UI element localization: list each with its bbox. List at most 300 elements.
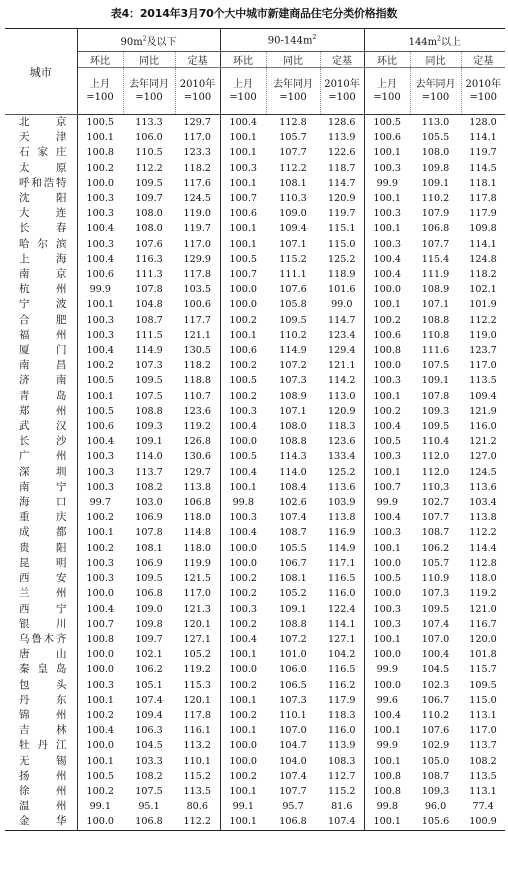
index-value: 107.1 xyxy=(279,238,307,250)
index-value: 108.7 xyxy=(279,527,307,539)
index-value: 99.9 xyxy=(364,662,410,677)
index-value: 100.0 xyxy=(364,556,410,571)
index-value: 109.0 xyxy=(279,208,307,220)
index-value: 100.4 xyxy=(220,115,266,131)
index-value: 109.8 xyxy=(135,618,163,630)
city-name: 无 锡 xyxy=(5,754,77,769)
index-value: 116.9 xyxy=(328,527,356,539)
index-value: 111.3 xyxy=(135,269,163,281)
index-value: 124.5 xyxy=(469,466,497,478)
index-value: 100.0 xyxy=(364,358,410,373)
index-value: 117.6 xyxy=(183,177,211,189)
table-row xyxy=(5,617,505,632)
index-value: 100.5 xyxy=(364,571,410,586)
index-value: 100.8 xyxy=(77,145,123,160)
table-row xyxy=(5,754,505,769)
index-value: 95.1 xyxy=(138,801,160,813)
city-name: 石家庄 xyxy=(5,145,77,160)
index-value: 110.5 xyxy=(135,147,163,159)
table-row xyxy=(5,267,505,282)
index-value: 100.8 xyxy=(77,632,123,647)
index-value: 116.0 xyxy=(328,725,356,737)
index-value: 107.6 xyxy=(135,238,163,250)
index-value: 100.1 xyxy=(220,647,266,662)
index-value: 112.2 xyxy=(183,816,211,828)
index-value: 100.1 xyxy=(220,784,266,799)
index-value: 105.5 xyxy=(421,132,450,144)
index-value: 100.0 xyxy=(220,541,266,556)
index-value: 107.2 xyxy=(279,360,307,372)
index-value: 107.5 xyxy=(421,360,450,372)
column-subheader: 环比 xyxy=(77,52,123,68)
index-value: 100.3 xyxy=(364,449,410,464)
index-value: 100.0 xyxy=(364,678,410,693)
index-value: 101.9 xyxy=(469,299,497,311)
index-value: 106.9 xyxy=(135,512,163,524)
index-value: 125.2 xyxy=(328,466,356,478)
city-name: 福 州 xyxy=(5,328,77,343)
table-row xyxy=(5,404,505,419)
index-value: 110.3 xyxy=(421,481,450,493)
index-value: 104.5 xyxy=(135,740,163,752)
index-value: 110.9 xyxy=(421,573,450,585)
index-value: 111.9 xyxy=(421,269,450,281)
city-name: 锦 州 xyxy=(5,708,77,723)
index-value: 104.0 xyxy=(279,755,307,767)
index-value: 100.4 xyxy=(421,649,450,661)
index-value: 100.1 xyxy=(364,145,410,160)
column-base-label: 2010年=100 xyxy=(461,68,505,115)
index-value: 127.0 xyxy=(469,451,497,463)
index-value: 129.4 xyxy=(328,345,356,357)
index-value: 100.1 xyxy=(364,389,410,404)
index-value: 100.3 xyxy=(77,480,123,495)
column-base-label: 去年同月=100 xyxy=(266,68,320,115)
index-value: 107.7 xyxy=(421,238,450,250)
index-value: 110.3 xyxy=(279,193,307,205)
index-value: 114.1 xyxy=(469,238,497,250)
table-row xyxy=(5,586,505,601)
index-value: 100.4 xyxy=(77,723,123,738)
index-value: 107.8 xyxy=(421,390,450,402)
index-value: 100.5 xyxy=(77,404,123,419)
index-value: 100.2 xyxy=(220,769,266,784)
index-value: 107.8 xyxy=(135,527,163,539)
city-name: 昆 明 xyxy=(5,556,77,571)
index-value: 107.8 xyxy=(135,284,163,296)
index-value: 109.3 xyxy=(135,421,163,433)
index-value: 95.7 xyxy=(282,801,304,813)
index-value: 99.6 xyxy=(364,693,410,708)
index-value: 115.7 xyxy=(469,664,497,676)
index-value: 112.2 xyxy=(469,527,497,539)
index-value: 108.7 xyxy=(421,770,450,782)
index-value: 100.6 xyxy=(77,419,123,434)
column-base-label: 2010年=100 xyxy=(175,68,220,115)
index-value: 106.3 xyxy=(135,725,163,737)
table-row xyxy=(5,708,505,723)
index-value: 106.0 xyxy=(135,132,163,144)
index-value: 100.7 xyxy=(77,617,123,632)
index-value: 100.1 xyxy=(364,723,410,738)
index-value: 104.8 xyxy=(135,299,163,311)
index-value: 100.3 xyxy=(77,678,123,693)
index-value: 100.4 xyxy=(77,221,123,236)
index-value: 100.3 xyxy=(220,404,266,419)
index-value: 100.4 xyxy=(220,632,266,647)
index-value: 114.0 xyxy=(279,466,307,478)
index-value: 117.0 xyxy=(183,588,211,600)
index-value: 121.1 xyxy=(328,360,356,372)
index-value: 105.1 xyxy=(135,679,163,691)
index-value: 99.1 xyxy=(77,799,123,814)
index-value: 115.0 xyxy=(328,238,356,250)
index-value: 100.0 xyxy=(220,282,266,297)
index-value: 118.9 xyxy=(328,269,356,281)
index-value: 109.3 xyxy=(421,785,450,797)
table-row xyxy=(5,647,505,662)
index-value: 100.7 xyxy=(220,191,266,206)
index-value: 107.3 xyxy=(279,694,307,706)
column-subheader: 同比 xyxy=(266,52,320,68)
index-value: 103.4 xyxy=(469,497,497,509)
index-value: 102.3 xyxy=(421,679,450,691)
index-value: 112.7 xyxy=(328,770,356,782)
index-value: 117.0 xyxy=(469,725,497,737)
index-value: 100.2 xyxy=(220,313,266,328)
index-value: 107.4 xyxy=(328,816,356,828)
index-value: 107.6 xyxy=(421,725,450,737)
index-value: 113.9 xyxy=(328,740,356,752)
index-value: 108.2 xyxy=(469,755,497,767)
table-row xyxy=(5,510,505,525)
index-value: 113.7 xyxy=(135,466,163,478)
index-value: 110.1 xyxy=(183,755,211,767)
city-name: 深 圳 xyxy=(5,465,77,480)
index-value: 100.0 xyxy=(77,647,123,662)
city-name: 西 宁 xyxy=(5,602,77,617)
index-value: 106.5 xyxy=(279,679,307,691)
index-value: 129.7 xyxy=(183,466,211,478)
index-value: 103.5 xyxy=(183,284,211,296)
index-value: 124.5 xyxy=(183,193,211,205)
index-value: 106.7 xyxy=(421,694,450,706)
city-name: 重 庆 xyxy=(5,510,77,525)
index-value: 120.0 xyxy=(469,633,497,645)
index-value: 108.8 xyxy=(279,436,307,448)
table-row xyxy=(5,769,505,784)
city-name: 厦 门 xyxy=(5,343,77,358)
index-value: 114.9 xyxy=(279,345,307,357)
index-value: 129.7 xyxy=(183,117,211,128)
index-value: 109.5 xyxy=(421,421,450,433)
index-value: 121.3 xyxy=(183,603,211,615)
index-value: 126.8 xyxy=(183,436,211,448)
table-row xyxy=(5,784,505,799)
index-value: 100.1 xyxy=(220,814,266,830)
group-header-medium: $90-144m^2$ xyxy=(220,29,364,52)
index-value: 113.5 xyxy=(183,785,211,797)
index-value: 100.0 xyxy=(220,738,266,753)
index-value: 100.5 xyxy=(220,449,266,464)
table-row xyxy=(5,480,505,495)
index-value: 103.0 xyxy=(135,497,163,509)
index-value: 100.4 xyxy=(220,419,266,434)
index-value: 108.7 xyxy=(135,314,163,326)
index-value: 116.2 xyxy=(328,679,356,691)
group-header-small: $90m^2$及以下 xyxy=(77,29,220,52)
index-value: 105.0 xyxy=(421,755,450,767)
table-row xyxy=(5,465,505,480)
index-value: 100.6 xyxy=(183,299,211,311)
index-value: 114.7 xyxy=(328,314,356,326)
index-value: 117.0 xyxy=(183,132,211,144)
index-value: 100.0 xyxy=(77,586,123,601)
index-value: 119.2 xyxy=(183,421,211,433)
city-name: 秦皇岛 xyxy=(5,662,77,677)
index-value: 100.3 xyxy=(77,237,123,252)
index-value: 100.2 xyxy=(77,161,123,176)
column-base-label: 去年同月=100 xyxy=(410,68,461,115)
index-value: 111.6 xyxy=(421,345,450,357)
index-value: 100.4 xyxy=(364,510,410,525)
index-value: 107.6 xyxy=(279,284,307,296)
index-value: 117.1 xyxy=(328,557,356,569)
index-value: 114.8 xyxy=(183,527,211,539)
index-value: 108.9 xyxy=(421,284,450,296)
table-row xyxy=(5,495,505,510)
index-value: 108.7 xyxy=(421,527,450,539)
index-value: 108.0 xyxy=(135,208,163,220)
index-value: 109.4 xyxy=(135,709,163,721)
index-value: 112.0 xyxy=(421,466,450,478)
table-row xyxy=(5,693,505,708)
index-value: 100.6 xyxy=(220,343,266,358)
index-value: 100.3 xyxy=(77,191,123,206)
index-value: 121.9 xyxy=(469,405,497,417)
index-value: 100.4 xyxy=(364,708,410,723)
index-value: 118.0 xyxy=(183,542,211,554)
city-name: 西 安 xyxy=(5,571,77,586)
index-value: 100.3 xyxy=(220,602,266,617)
table-row xyxy=(5,297,505,312)
index-value: 77.4 xyxy=(472,801,494,813)
index-value: 110.7 xyxy=(183,390,211,402)
city-name: 银 川 xyxy=(5,617,77,632)
index-value: 106.8 xyxy=(135,816,163,828)
table-row xyxy=(5,419,505,434)
index-value: 109.5 xyxy=(469,679,497,691)
column-base-label: 去年同月=100 xyxy=(123,68,175,115)
table-row xyxy=(5,723,505,738)
index-value: 118.8 xyxy=(183,375,211,387)
index-value: 107.7 xyxy=(279,785,307,797)
column-subheader: 环比 xyxy=(364,52,410,68)
city-name: 吉 林 xyxy=(5,723,77,738)
index-value: 113.0 xyxy=(421,117,450,128)
table-row xyxy=(5,145,505,160)
index-value: 100.7 xyxy=(220,267,266,282)
index-value: 80.6 xyxy=(186,801,208,813)
index-value: 100.1 xyxy=(364,541,410,556)
index-value: 116.0 xyxy=(469,421,497,433)
index-value: 109.3 xyxy=(421,405,450,417)
index-value: 100.1 xyxy=(77,297,123,312)
table-row xyxy=(5,814,505,830)
index-value: 123.6 xyxy=(328,436,356,448)
group-header-large: $144m^2$以上 xyxy=(364,29,505,52)
index-value: 115.2 xyxy=(183,770,211,782)
index-value: 100.5 xyxy=(77,373,123,388)
city-name: 扬 州 xyxy=(5,769,77,784)
index-value: 100.1 xyxy=(220,723,266,738)
city-column-header: 城市 xyxy=(5,29,77,115)
city-name: 南 昌 xyxy=(5,358,77,373)
index-value: 108.1 xyxy=(279,573,307,585)
index-value: 102.9 xyxy=(421,740,450,752)
index-value: 100.2 xyxy=(220,678,266,693)
index-value: 108.8 xyxy=(279,618,307,630)
index-value: 100.2 xyxy=(220,389,266,404)
index-value: 121.1 xyxy=(183,329,211,341)
index-value: 106.0 xyxy=(279,664,307,676)
index-value: 100.3 xyxy=(77,571,123,586)
index-value: 109.5 xyxy=(421,603,450,615)
index-value: 110.2 xyxy=(279,329,307,341)
index-value: 128.6 xyxy=(328,117,356,128)
index-value: 114.1 xyxy=(469,132,497,144)
index-value: 113.9 xyxy=(328,132,356,144)
index-value: 117.8 xyxy=(183,269,211,281)
index-value: 116.7 xyxy=(469,618,497,630)
city-name: 太 原 xyxy=(5,161,77,176)
index-value: 100.0 xyxy=(220,662,266,677)
index-value: 115.2 xyxy=(328,785,356,797)
index-value: 104.7 xyxy=(279,740,307,752)
index-value: 118.2 xyxy=(183,162,211,174)
index-value: 105.7 xyxy=(421,557,450,569)
table-row xyxy=(5,252,505,267)
table-row xyxy=(5,343,505,358)
index-value: 100.8 xyxy=(364,769,410,784)
index-value: 106.8 xyxy=(421,223,450,235)
index-value: 121.5 xyxy=(183,573,211,585)
city-name: 杭 州 xyxy=(5,282,77,297)
column-subheader: 定基 xyxy=(175,52,220,68)
index-value: 116.5 xyxy=(328,664,356,676)
index-value: 100.3 xyxy=(364,373,410,388)
index-value: 99.9 xyxy=(364,738,410,753)
index-value: 100.3 xyxy=(220,161,266,176)
index-value: 100.7 xyxy=(364,480,410,495)
index-value: 100.1 xyxy=(77,389,123,404)
index-value: 107.0 xyxy=(279,725,307,737)
index-value: 100.4 xyxy=(77,343,123,358)
index-value: 120.9 xyxy=(328,405,356,417)
index-value: 113.7 xyxy=(469,740,497,752)
index-value: 100.0 xyxy=(220,556,266,571)
index-value: 113.0 xyxy=(328,390,356,402)
index-value: 100.1 xyxy=(77,130,123,145)
index-value: 112.2 xyxy=(469,314,497,326)
index-value: 100.1 xyxy=(220,328,266,343)
index-value: 109.1 xyxy=(421,375,450,387)
index-value: 114.9 xyxy=(135,345,163,357)
index-value: 100.1 xyxy=(220,693,266,708)
index-value: 100.6 xyxy=(77,267,123,282)
index-value: 103.9 xyxy=(328,497,356,509)
index-value: 119.0 xyxy=(469,329,497,341)
table-row xyxy=(5,738,505,753)
index-value: 100.3 xyxy=(364,602,410,617)
table-row xyxy=(5,191,505,206)
index-value: 100.5 xyxy=(364,434,410,449)
city-name: 大 连 xyxy=(5,206,77,221)
index-value: 102.6 xyxy=(279,497,307,509)
index-value: 106.2 xyxy=(421,542,450,554)
index-value: 100.3 xyxy=(77,313,123,328)
index-value: 118.3 xyxy=(328,709,356,721)
index-value: 118.0 xyxy=(183,512,211,524)
index-value: 108.0 xyxy=(421,147,450,159)
table-row xyxy=(5,358,505,373)
table-title: 表4：2014年3月70个大中城市新建商品住宅分类价格指数 xyxy=(110,7,398,20)
index-value: 100.2 xyxy=(77,358,123,373)
index-value: 119.0 xyxy=(183,208,211,220)
index-value: 109.0 xyxy=(135,603,163,615)
index-value: 108.4 xyxy=(279,481,307,493)
index-value: 102.1 xyxy=(469,284,497,296)
index-value: 112.2 xyxy=(279,162,307,174)
index-value: 109.5 xyxy=(279,314,307,326)
index-value: 107.4 xyxy=(279,770,307,782)
index-value: 105.6 xyxy=(421,816,450,828)
index-value: 113.8 xyxy=(469,512,497,524)
index-value: 106.2 xyxy=(135,664,163,676)
index-value: 106.8 xyxy=(135,588,163,600)
index-value: 100.2 xyxy=(220,586,266,601)
table-row xyxy=(5,556,505,571)
table-row xyxy=(5,434,505,449)
index-value: 109.1 xyxy=(279,603,307,615)
city-name: 郑 州 xyxy=(5,404,77,419)
index-value: 108.3 xyxy=(328,755,356,767)
index-value: 115.3 xyxy=(183,679,211,691)
index-value: 105.2 xyxy=(183,649,211,661)
index-value: 115.4 xyxy=(421,253,450,265)
index-value: 100.2 xyxy=(220,358,266,373)
index-value: 114.4 xyxy=(469,542,497,554)
index-value: 100.2 xyxy=(77,784,123,799)
index-value: 108.0 xyxy=(279,421,307,433)
index-value: 121.0 xyxy=(469,603,497,615)
index-value: 116.3 xyxy=(135,253,163,265)
index-value: 100.4 xyxy=(364,267,410,282)
index-value: 122.6 xyxy=(328,147,356,159)
index-value: 119.7 xyxy=(328,208,356,220)
index-value: 109.8 xyxy=(421,162,450,174)
index-value: 99.0 xyxy=(331,299,353,311)
index-value: 100.1 xyxy=(364,465,410,480)
index-value: 100.4 xyxy=(220,525,266,540)
city-name: 北 京 xyxy=(5,115,77,131)
index-value: 101.6 xyxy=(328,284,356,296)
index-value: 104.5 xyxy=(421,664,450,676)
table-row xyxy=(5,799,505,814)
index-value: 122.4 xyxy=(328,603,356,615)
index-value: 114.2 xyxy=(328,375,356,387)
index-value: 99.9 xyxy=(77,282,123,297)
